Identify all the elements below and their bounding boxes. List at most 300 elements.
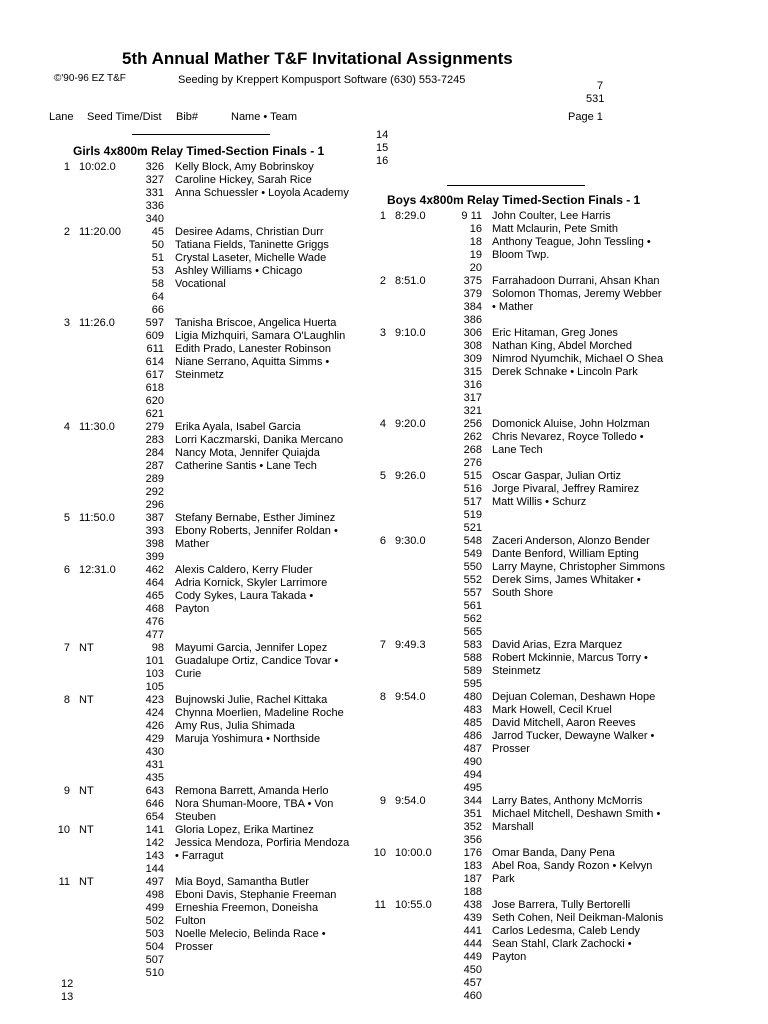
- seed-time: 9:49.3: [395, 639, 426, 651]
- bib-number: 50: [151, 239, 164, 251]
- athletes-team: Omar Banda, Dany Pena: [492, 847, 615, 859]
- bib-number: 352: [463, 821, 482, 833]
- bib-number: 519: [463, 509, 482, 521]
- lane-number: 7: [379, 639, 386, 651]
- lane-number: 11: [374, 899, 386, 911]
- bib-number: 45: [151, 226, 164, 238]
- entry-line: [0, 187, 380, 200]
- lane-number: 5: [63, 512, 70, 524]
- entry-line: [0, 353, 768, 366]
- athletes-team: Remona Barrett, Amanda Herlo: [175, 785, 329, 797]
- entry-line: [0, 327, 768, 340]
- athletes-team: Nora Shuman-Moore, TBA • Von: [175, 798, 334, 810]
- empty-lane: [0, 142, 400, 155]
- bib-number: 516: [463, 483, 482, 495]
- athletes-team: Erika Ayala, Isabel Garcia: [175, 421, 301, 433]
- athletes-team: Steuben: [175, 811, 216, 823]
- athletes-team: Stefany Bernabe, Esther Jiminez: [175, 512, 336, 524]
- athletes-team: Edith Prado, Lanester Robinson: [175, 343, 331, 355]
- bib-number: 98: [151, 642, 164, 654]
- lane-number: 15: [376, 142, 389, 154]
- lane-number: 2: [63, 226, 70, 238]
- athletes-team: Solomon Thomas, Jeremy Webber: [492, 288, 662, 300]
- bib-number: 283: [145, 434, 164, 446]
- bib-number: 494: [463, 769, 482, 781]
- athletes-team: Matt Mclaurin, Pete Smith: [492, 223, 618, 235]
- bib-number: 557: [463, 587, 482, 599]
- entry-line: [0, 561, 768, 574]
- athletes-team: Dejuan Coleman, Deshawn Hope: [492, 691, 656, 703]
- athletes-team: Niane Serrano, Aquitta Simms •: [175, 356, 330, 368]
- entry-line: [0, 873, 768, 886]
- bib-number: 439: [463, 912, 482, 924]
- entry-line: [0, 704, 768, 717]
- lane-number: 5: [379, 470, 386, 482]
- bib-number: 268: [463, 444, 482, 456]
- entry-line: [0, 405, 768, 418]
- bib-number: 485: [463, 717, 482, 729]
- bib-number: 279: [145, 421, 164, 433]
- entry-line: [0, 756, 768, 769]
- athletes-team: Bujnowski Julie, Rachel Kittaka: [175, 694, 328, 706]
- entry-line: [0, 665, 768, 678]
- bib-number: 331: [145, 187, 164, 199]
- athletes-team: Derek Schnake • Lincoln Park: [492, 366, 638, 378]
- copyright-text: ©'90-96 EZ T&F: [54, 73, 126, 84]
- athletes-team: Catherine Santis • Lane Tech: [175, 460, 317, 472]
- bib-number: 431: [145, 759, 164, 771]
- athletes-team: Steinmetz: [175, 369, 224, 381]
- entry-line: [0, 574, 768, 587]
- lane-number: 8: [379, 691, 386, 703]
- athletes-team: South Shore: [492, 587, 554, 599]
- bib-number: 316: [463, 379, 482, 391]
- entry-line: [0, 821, 768, 834]
- bib-number: 9 11: [461, 210, 482, 222]
- relay-entry: [0, 275, 768, 327]
- bib-number: 142: [145, 837, 164, 849]
- entry-line: [0, 457, 768, 470]
- lane-number: 9: [63, 785, 70, 797]
- athletes-team: Gloria Lopez, Erika Martinez: [175, 824, 314, 836]
- athletes-team: Nancy Mota, Jennifer Quiajda: [175, 447, 320, 459]
- bib-number: 424: [145, 707, 164, 719]
- bib-number: 515: [463, 470, 482, 482]
- athletes-team: Bloom Twp.: [492, 249, 550, 261]
- entry-line: [0, 275, 768, 288]
- athletes-team: Prosser: [492, 743, 530, 755]
- athletes-team: Oscar Gaspar, Julian Ortiz: [492, 470, 621, 482]
- athletes-team: Derek Sims, James Whitaker •: [492, 574, 641, 586]
- entry-line: [0, 964, 768, 977]
- entry-line: [0, 912, 768, 925]
- athletes-team: Dante Benford, William Epting: [492, 548, 639, 560]
- bib-number: 499: [145, 902, 164, 914]
- relay-entry: [0, 470, 768, 535]
- bib-number: 58: [151, 278, 164, 290]
- bib-number: 344: [463, 795, 482, 807]
- entry-line: [0, 236, 768, 249]
- bib-number: 449: [463, 951, 482, 963]
- bib-number: 562: [463, 613, 482, 625]
- entry-line: [0, 340, 768, 353]
- bib-number: 462: [145, 564, 164, 576]
- entry-line: [0, 743, 768, 756]
- entry-line: [0, 301, 768, 314]
- entry-line: [0, 769, 768, 782]
- bib-number: 507: [145, 954, 164, 966]
- athletes-team: Prosser: [175, 941, 213, 953]
- seed-time: NT: [79, 785, 94, 797]
- athletes-team: Domonick Aluise, John Holzman: [492, 418, 650, 430]
- athletes-team: Mather: [175, 538, 210, 550]
- athletes-team: Ashley Williams • Chicago: [175, 265, 303, 277]
- bib-number: 326: [145, 161, 164, 173]
- entry-line: [0, 938, 768, 951]
- bib-number: 477: [145, 629, 164, 641]
- entry-line: [0, 886, 768, 899]
- bib-number: 306: [463, 327, 482, 339]
- lane-number: 2: [379, 275, 386, 287]
- entry-line: [0, 444, 768, 457]
- lane-number: 4: [379, 418, 386, 430]
- bib-number: 589: [463, 665, 482, 677]
- bib-number: 441: [463, 925, 482, 937]
- athletes-team: Crystal Laseter, Michelle Wade: [175, 252, 327, 264]
- bib-number: 187: [463, 873, 482, 885]
- entry-line: [0, 174, 380, 187]
- bib-number: 550: [463, 561, 482, 573]
- entry-line: [0, 652, 768, 665]
- column-header-bib: Bib#: [176, 111, 199, 123]
- bib-number: 340: [145, 213, 164, 225]
- athletes-team: Lorri Kaczmarski, Danika Mercano: [175, 434, 344, 446]
- seed-time: 9:20.0: [395, 418, 426, 430]
- bib-number: 521: [463, 522, 482, 534]
- athletes-team: Adria Kornick, Skyler Larrimore: [175, 577, 328, 589]
- athletes-team: Park: [492, 873, 515, 885]
- athletes-team: Mark Howell, Cecil Kruel: [492, 704, 612, 716]
- relay-entry: [0, 535, 768, 639]
- athletes-team: Cody Sykes, Laura Takada •: [175, 590, 314, 602]
- bib-number: 384: [463, 301, 482, 313]
- entry-line: [0, 951, 768, 964]
- lane-number: 8: [63, 694, 70, 706]
- bib-number: 468: [145, 603, 164, 615]
- athletes-team: Payton: [175, 603, 210, 615]
- relay-entry: [0, 327, 768, 418]
- section-title-girls: Girls 4x800m Relay Timed-Section Finals - 1: [73, 144, 325, 158]
- athletes-team: Lane Tech: [492, 444, 543, 456]
- bib-number: 176: [463, 847, 482, 859]
- seed-time: 8:29.0: [395, 210, 426, 222]
- bib-number: 438: [463, 899, 482, 911]
- bib-number: 457: [463, 977, 482, 989]
- athletes-team: Amy Rus, Julia Shimada: [175, 720, 295, 732]
- bib-number: 103: [145, 668, 164, 680]
- athletes-team: Marshall: [492, 821, 534, 833]
- bib-number: 565: [463, 626, 482, 638]
- bib-number: 256: [463, 418, 482, 430]
- bib-number: 399: [145, 551, 164, 563]
- bib-number: 486: [463, 730, 482, 742]
- entry-line: [0, 730, 768, 743]
- bib-number: 143: [145, 850, 164, 862]
- bib-number: 517: [463, 496, 482, 508]
- bib-number: 444: [463, 938, 482, 950]
- entry-line: [0, 314, 768, 327]
- bib-number: 101: [145, 655, 164, 667]
- seed-time: 10:00.0: [395, 847, 432, 859]
- athletes-team: David Arias, Ezra Marquez: [492, 639, 623, 651]
- lane-number: 3: [63, 317, 70, 329]
- header-number-top: 7: [597, 80, 604, 92]
- seed-time: NT: [79, 642, 94, 654]
- bib-number: 609: [145, 330, 164, 342]
- entry-line: [0, 548, 768, 561]
- athletes-team: Steinmetz: [492, 665, 541, 677]
- relay-entry: [0, 899, 768, 1003]
- athletes-team: Ligia Mizhquiri, Samara O'Laughlin: [175, 330, 346, 342]
- bib-number: 588: [463, 652, 482, 664]
- page-title: 5th Annual Mather T&F Invitational Assignments: [122, 49, 513, 68]
- bib-number: 64: [151, 291, 164, 303]
- athletes-team: David Mitchell, Aaron Reeves: [492, 717, 636, 729]
- athletes-team: Zaceri Anderson, Alonzo Bender: [492, 535, 650, 547]
- entry-line: [0, 587, 768, 600]
- seed-time: NT: [79, 876, 94, 888]
- athletes-team: Curie: [175, 668, 202, 680]
- athletes-team: Abel Roa, Sandy Rozon • Kelvyn: [492, 860, 653, 872]
- bib-number: 480: [463, 691, 482, 703]
- entry-line: [0, 418, 768, 431]
- athletes-team: Guadalupe Ortiz, Candice Tovar •: [175, 655, 339, 667]
- athletes-team: Mia Boyd, Samantha Butler: [175, 876, 309, 888]
- bib-number: 292: [145, 486, 164, 498]
- bib-number: 327: [145, 174, 164, 186]
- bib-number: 476: [145, 616, 164, 628]
- athletes-team: Michael Mitchell, Deshawn Smith •: [492, 808, 661, 820]
- lane-number: 10: [373, 847, 386, 859]
- bib-number: 450: [463, 964, 482, 976]
- entry-line: [0, 470, 768, 483]
- bib-number: 561: [463, 600, 482, 612]
- entry-line: [0, 717, 768, 730]
- athletes-team: Maruja Yoshimura • Northside: [175, 733, 321, 745]
- bib-number: 583: [463, 639, 482, 651]
- athletes-team: Anthony Teague, John Tessling •: [492, 236, 651, 248]
- athletes-team: Tanisha Briscoe, Angelica Huerta: [175, 317, 337, 329]
- athletes-team: Noelle Melecio, Belinda Race •: [175, 928, 326, 940]
- bib-number: 614: [145, 356, 164, 368]
- bib-number: 144: [145, 863, 164, 875]
- seed-time: 10:55.0: [395, 899, 432, 911]
- bib-number: 18: [469, 236, 482, 248]
- athletes-team: Anna Schuessler • Loyola Academy: [175, 187, 349, 199]
- athletes-team: Larry Mayne, Christopher Simmons: [492, 561, 666, 573]
- entry-line: [0, 977, 768, 990]
- athletes-team: • Farragut: [175, 850, 224, 862]
- entry-line: [0, 860, 768, 873]
- column-header-lane: Lane: [49, 111, 74, 123]
- athletes-team: Larry Bates, Anthony McMorris: [492, 795, 643, 807]
- athletes-team: Ebony Roberts, Jennifer Roldan •: [175, 525, 338, 537]
- header-number-bottom: 531: [586, 93, 605, 105]
- bib-number: 426: [145, 720, 164, 732]
- seed-time: 10:02.0: [79, 161, 116, 173]
- athletes-team: Kelly Block, Amy Bobrinskoy: [175, 161, 314, 173]
- bib-number: 309: [463, 353, 482, 365]
- athletes-team: Matt Willis • Schurz: [492, 496, 587, 508]
- athletes-team: Carlos Ledesma, Caleb Lendy: [492, 925, 640, 937]
- bib-number: 597: [145, 317, 164, 329]
- lane-number: 11: [58, 876, 70, 888]
- entry-line: [0, 249, 768, 262]
- bib-number: 284: [145, 447, 164, 459]
- athletes-team: Vocational: [175, 278, 226, 290]
- lane-number: 6: [379, 535, 386, 547]
- bib-number: 464: [145, 577, 164, 589]
- bib-number: 483: [463, 704, 482, 716]
- athletes-team: Caroline Hickey, Sarah Rice: [175, 174, 312, 186]
- bib-number: 552: [463, 574, 482, 586]
- lane-number: 6: [63, 564, 70, 576]
- lane-number: 10: [57, 824, 70, 836]
- bib-number: 430: [145, 746, 164, 758]
- bib-number: 351: [463, 808, 482, 820]
- athletes-team: Nimrod Nyumchik, Michael O Shea: [492, 353, 664, 365]
- bib-number: 53: [151, 265, 164, 277]
- column-header-seed: Seed Time/Dist: [87, 111, 162, 123]
- athletes-team: Eboni Davis, Stephanie Freeman: [175, 889, 337, 901]
- athletes-team: Mayumi Garcia, Jennifer Lopez: [175, 642, 328, 654]
- seed-time: 8:51.0: [395, 275, 426, 287]
- relay-entry: [0, 639, 768, 691]
- entry-line: [0, 847, 768, 860]
- entry-line: [0, 483, 768, 496]
- bib-number: 497: [145, 876, 164, 888]
- seed-time: 11:26.0: [79, 317, 115, 329]
- entry-line: [0, 431, 768, 444]
- bib-number: 595: [463, 678, 482, 690]
- seed-time: 11:50.0: [79, 512, 115, 524]
- section-rule-right: [447, 185, 585, 186]
- entry-line: [0, 678, 768, 691]
- bib-number: 386: [463, 314, 482, 326]
- athletes-team: Jarrod Tucker, Dewayne Walker •: [492, 730, 655, 742]
- bib-number: 308: [463, 340, 482, 352]
- lane-number: 13: [61, 991, 74, 1003]
- empty-lane: [0, 155, 400, 168]
- lane-number: 12: [61, 978, 74, 990]
- entry-line: [0, 925, 768, 938]
- bib-number: 16: [469, 223, 482, 235]
- bib-number: 654: [145, 811, 164, 823]
- bib-number: 379: [463, 288, 482, 300]
- entry-line: [0, 223, 768, 236]
- athletes-team: John Coulter, Lee Harris: [492, 210, 611, 222]
- seed-time: NT: [79, 694, 94, 706]
- entry-line: [0, 600, 768, 613]
- entry-line: [0, 509, 768, 522]
- bib-number: 20: [469, 262, 482, 274]
- bib-number: 495: [463, 782, 482, 794]
- entry-line: [0, 496, 768, 509]
- boys-entries: [0, 210, 768, 1003]
- athletes-team: Eric Hitaman, Greg Jones: [492, 327, 618, 339]
- athletes-team: Desiree Adams, Christian Durr: [175, 226, 324, 238]
- relay-entry: [0, 691, 768, 795]
- bib-number: 549: [463, 548, 482, 560]
- athletes-team: Nathan King, Abdel Morched: [492, 340, 633, 352]
- bib-number: 393: [145, 525, 164, 537]
- bib-number: 490: [463, 756, 482, 768]
- athletes-team: Jessica Mendoza, Porfiria Mendoza: [175, 837, 350, 849]
- lane-number: 9: [379, 795, 386, 807]
- entry-line: [0, 522, 768, 535]
- bib-number: 611: [146, 343, 164, 355]
- lane-number: 3: [379, 327, 386, 339]
- bib-number: 141: [145, 824, 164, 836]
- lane-number: 14: [376, 129, 389, 141]
- bib-number: 183: [463, 860, 482, 872]
- relay-entry: [0, 210, 768, 275]
- page-number: Page 1: [568, 111, 603, 123]
- bib-number: 336: [145, 200, 164, 212]
- athletes-team: Fulton: [175, 915, 206, 927]
- entry-line: [0, 626, 768, 639]
- bib-number: 548: [463, 535, 482, 547]
- bib-number: 315: [463, 366, 482, 378]
- bib-number: 375: [463, 275, 482, 287]
- athletes-team: Seth Cohen, Neil Deikman-Malonis: [492, 912, 664, 924]
- entry-line: [0, 288, 768, 301]
- bib-number: 503: [145, 928, 164, 940]
- bib-number: 620: [145, 395, 164, 407]
- seed-time: 9:54.0: [395, 795, 426, 807]
- bib-number: 66: [151, 304, 164, 316]
- seeding-credit: Seeding by Kreppert Kompusport Software (630) 553-7245: [178, 74, 466, 86]
- athletes-team: Jose Barrera, Tully Bertorelli: [492, 899, 631, 911]
- bib-number: 498: [145, 889, 164, 901]
- entry-line: [0, 990, 768, 1003]
- athletes-team: Sean Stahl, Clark Zachocki •: [492, 938, 632, 950]
- seed-time: 9:26.0: [395, 470, 426, 482]
- athletes-team: Robert Mckinnie, Marcus Torry •: [492, 652, 648, 664]
- athletes-team: Payton: [492, 951, 527, 963]
- bib-number: 356: [463, 834, 482, 846]
- lane-number: 1: [379, 210, 386, 222]
- bib-number: 460: [463, 990, 482, 1002]
- bib-number: 398: [145, 538, 164, 550]
- entry-line: [0, 262, 768, 275]
- lane-number: 4: [63, 421, 70, 433]
- bib-number: 105: [145, 681, 164, 693]
- entry-line: [0, 392, 768, 405]
- empty-lane: [0, 129, 400, 142]
- entry-line: [0, 639, 768, 652]
- seed-time: 9:30.0: [395, 535, 426, 547]
- relay-entry: [0, 847, 768, 899]
- bib-number: 646: [145, 798, 164, 810]
- boys-empty-lanes: [0, 129, 400, 168]
- column-header-name: Name • Team: [231, 111, 298, 123]
- bib-number: 504: [145, 941, 164, 953]
- entry-line: [0, 795, 768, 808]
- bib-number: 621: [145, 408, 164, 420]
- bib-number: 435: [145, 772, 164, 784]
- athletes-team: Tatiana Fields, Taninette Griggs: [175, 239, 329, 251]
